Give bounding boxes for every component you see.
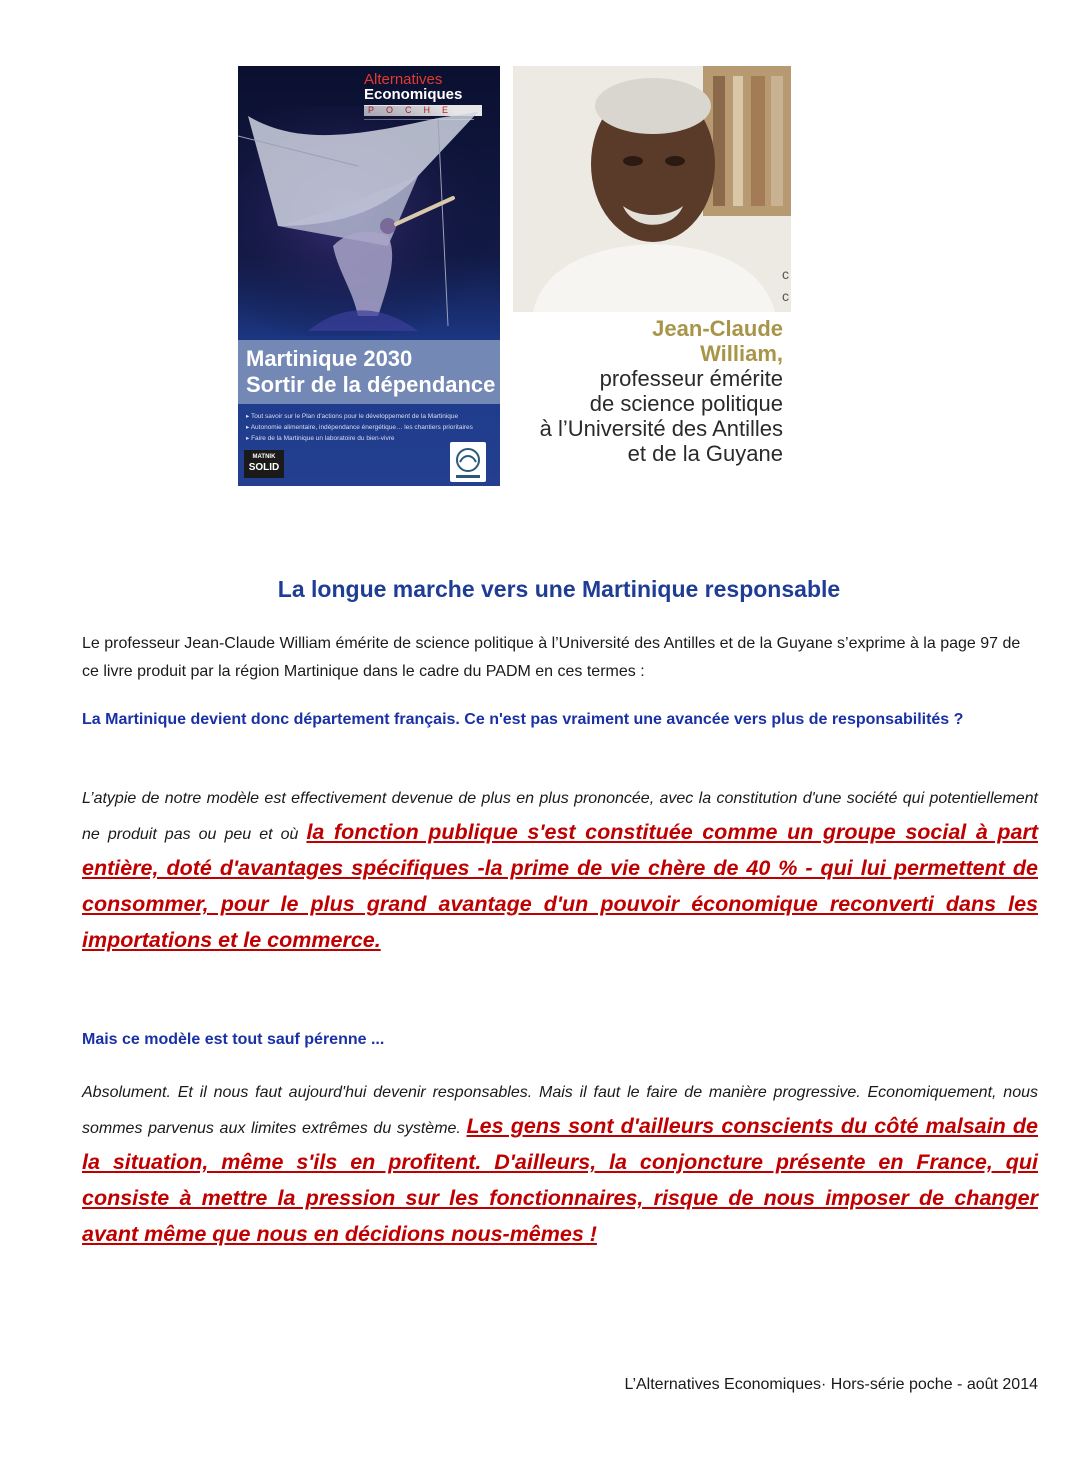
cover-title-line1: Martinique 2030 [246, 346, 413, 371]
answer-2-text: Absolument. Et il nous faut aujourd'hui devenir responsables. Mais il faut le faire de manière progressive. Economiquement, nous sommes parvenus aux limites extrêmes du système. [82, 1084, 1038, 1137]
answer-2-emphasis: Les gens sont d'ailleurs conscients du côté malsain de la situation, même s'ils en profitent. D'ailleurs, la conjoncture présente en France, qui consiste à mettre la pression sur les fonctionnaires, risque de nous imposer de changer avant même que nous en décidions nous-mêmes ! [82, 1114, 1039, 1246]
logo-left-top: MATNIK [252, 454, 276, 460]
masthead-line2: Economiques [364, 86, 463, 103]
portrait-caption [513, 316, 783, 466]
answer-1-text: L’atypie de notre modèle est effectivement devenue de plus en plus prononcée, avec la constitution d'une société qui potentiellement ne produit pas ou peu et où [82, 790, 1038, 843]
author-first-name: Jean-Claude [652, 316, 783, 341]
cropped-edge-mark: c [782, 288, 789, 304]
article-headline: La longue marche vers une Martinique responsable [277, 576, 841, 602]
interview-question-1: La Martinique devient donc département français. Ce n'est pas vraiment une avancée vers plus de responsabilités ? [82, 711, 964, 728]
interview-answer-2 [82, 1078, 1038, 1252]
region-emblem-icon [450, 442, 486, 482]
article-intro: Le professeur Jean-Claude William émérite de science politique à l’Université des Antilles et de la Guyane s’exprime à la page 97 de ce livre produit par la région Martinique dans le cadre du PADM en ces termes : [82, 635, 1021, 680]
source-citation: L’Alternatives Economiques· Hors-série poche - août 2014 [624, 1376, 1038, 1393]
cover-illustration [238, 106, 500, 336]
region-logo [450, 442, 486, 482]
author-role-line: à l’Université des Antilles [539, 416, 783, 441]
cover-bullet: ▸ Faire de la Martinique un laboratoire du bien-vivre [246, 435, 395, 442]
cover-title-line2: Sortir de la dépendance [246, 372, 496, 397]
author-photo [513, 66, 791, 312]
author-last-name: William, [700, 341, 783, 366]
book-cover-image [238, 66, 500, 486]
interview-answer-1 [82, 784, 1038, 958]
cover-bullet: ▸ Autonomie alimentaire, indépendance énergétique… les chantiers prioritaires [246, 424, 473, 431]
masthead-line1: Alternatives [364, 71, 443, 88]
author-role-line: et de la Guyane [627, 441, 783, 466]
answer-1-emphasis: la fonction publique s'est constituée comme un groupe social à part entière, doté d'avantages spécifiques -la prime de vie chère de 40 % - qui lui permettent de consommer, pour le plus grand avantage d'un pouvoir économique reconverti dans les importations et le commerce. [82, 820, 1038, 952]
author-role-line: de science politique [589, 391, 783, 416]
author-role-line: professeur émérite [599, 366, 783, 391]
matnik-solid-logo [244, 450, 284, 478]
logo-left-bottom: SOLID [248, 462, 280, 473]
interview-question-2: Mais ce modèle est tout sauf pérenne ... [82, 1031, 385, 1048]
cropped-edge-mark: c [782, 266, 789, 282]
author-portrait-image [513, 66, 791, 486]
cover-bullets [246, 412, 482, 445]
cover-bullet: ▸ Tout savoir sur le Plan d'actions pour le développement de la Martinique [246, 413, 459, 420]
